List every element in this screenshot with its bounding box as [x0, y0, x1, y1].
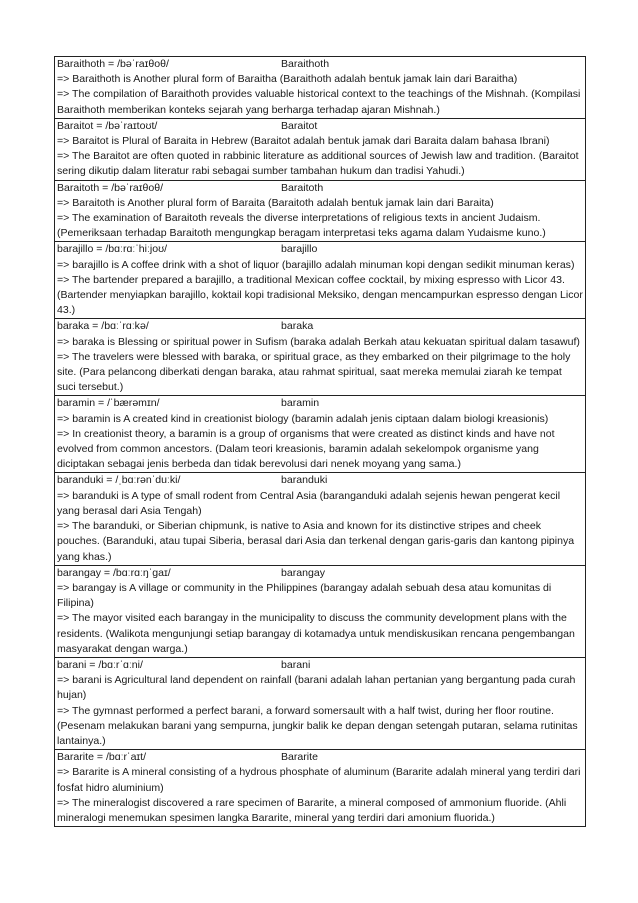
entry-example: => The travelers were blessed with baraka, or spiritual grace, as they embarked on their pilgrimage to the holy site. (Para pelancong diberkati dengan baraka, atau rahmat spiritual, saat mereka memulai ziarah ke tempat suci tersebut.) — [57, 350, 571, 394]
entry-baraka — [54, 319, 586, 396]
entry-pronunciation: baranduki = /ˌbɑːrənˈduːki/ — [57, 474, 181, 487]
entry-pronunciation: Bararite = /bɑːrˈaɪt/ — [57, 751, 147, 764]
dictionary-table — [54, 56, 586, 827]
entry-example: => The baranduki, or Siberian chipmunk, is native to Asia and known for its distinctive stripes and cheek pouches. (Baranduki, atau tupai Siberia, berasal dari Asia dan terkenal dengan garis-garis dan kantong pipinya yang khas.) — [57, 520, 575, 563]
entry-pronunciation: baramin = /ˈbærəmɪn/ — [57, 397, 160, 410]
entry-definition: => barani is Agricultural land dependent on rainfall (barani adalah lahan pertanian yang bergantung pada curah hujan) — [57, 674, 576, 702]
entry-definition: => baramin is A created kind in creationist biology (baramin adalah jenis ciptaan dalam biologi kreasionis) — [57, 412, 549, 425]
entry-word: baraka — [281, 320, 314, 333]
entry-header — [57, 750, 583, 765]
entry-header — [57, 119, 583, 134]
entry-word: Baraitoth — [281, 181, 324, 194]
entry-word: baranduki — [281, 474, 328, 487]
entry-word: Baraithoth — [281, 58, 330, 70]
entry-header — [57, 566, 583, 581]
entry-example: => The gymnast performed a perfect barani, a forward somersault with a half twist, during her floor routine. (Pesenam melakukan barani yang sempurna, jungkir balik ke depan dengan setengah putaran, selama rutinitas lantainya.) — [57, 704, 578, 747]
entry-definition: => baraka is Blessing or spiritual power in Sufism (baraka adalah Berkah atau kekuatan spiritual dalam tasawuf) — [57, 335, 580, 348]
entry-definition: => Bararite is A mineral consisting of a hydrous phosphate of aluminum (Bararite adalah mineral yang terdiri dari fosfat hidro aluminium) — [57, 766, 581, 794]
entry-example: => The mayor visited each barangay in the municipality to discuss the community development plans with the residents. (Walikota mengunjungi setiap barangay di kotamadya untuk mendiskusikan rencana pengembangan masyarakat dengan warga.) — [57, 612, 575, 655]
entry-word: barangay — [281, 566, 325, 579]
entry-word: Bararite — [281, 751, 318, 764]
entry-example: => The mineralogist discovered a rare specimen of Bararite, a mineral composed of ammonium fluoride. (Ahli mineralogi menemukan spesimen langka Bararite, mineral yang terdiri dari amonium fluorida.) — [57, 796, 567, 824]
entry-baramin — [54, 396, 586, 473]
entry-baraithoth — [54, 57, 586, 119]
entry-example: => The Baraitot are often quoted in rabbinic literature as additional sources of Jewish law and tradition. (Baraitot sering dikutip dalam literatur rabi sebagai sumber tambahan hukum dan tradisi Yahudi.) — [57, 150, 579, 178]
entry-word: barajillo — [281, 243, 318, 256]
entry-baraitoth — [54, 181, 586, 243]
entry-word: baramin — [281, 397, 320, 410]
entry-barangay — [54, 566, 586, 658]
entry-pronunciation: baraka = /bɑːˈrɑːkə/ — [57, 320, 149, 333]
entry-definition: => barangay is A village or community in the Philippines (barangay adalah sebuah desa atau komunitas di Filipina) — [57, 581, 552, 610]
entry-definition: => Baraitot is Plural of Baraita in Hebrew (Baraitot adalah bentuk jamak dari Baraita dalam bahasa Ibrani) — [57, 135, 550, 148]
entry-pronunciation: Baraitot = /bəˈraɪtoʊt/ — [57, 119, 158, 132]
entry-example: => The examination of Baraitoth reveals the diverse interpretations of religious texts in ancient Judaism. (Pemeriksaan terhadap Baraitoth mengungkap beragam interpretasi teks agama dalam Yudaisme kuno.) — [57, 212, 546, 240]
entry-header — [57, 473, 583, 488]
entry-word: barani — [281, 658, 311, 671]
entry-header — [57, 396, 583, 411]
entry-header — [57, 658, 583, 673]
entry-example: => The bartender prepared a barajillo, a traditional Mexican coffee cocktail, by mixing espresso with Licor 43. (Bartender menyiapkan barajillo, koktail kopi tradisional Meksiko, dengan mencampurkan espresso dengan Licor 43.) — [57, 273, 583, 317]
entry-pronunciation: barani = /bɑːrˈɑːni/ — [57, 658, 143, 671]
entry-barajillo — [54, 242, 586, 319]
entry-baranduki — [54, 473, 586, 565]
entry-definition: => Baraithoth is Another plural form of Baraitha (Baraithoth adalah bentuk jamak lain dari Baraitha) — [57, 73, 518, 86]
entry-pronunciation: barangay = /bɑːrɑːŋˈɡaɪ/ — [57, 566, 171, 579]
entry-example: => The compilation of Baraithoth provides valuable historical context to the teachings of the Mishnah. (Kompilasi Baraithoth memberikan konteks sejarah yang berharga terhadap ajaran Mishnah.) — [57, 88, 581, 116]
entry-word: Baraitot — [281, 119, 318, 132]
entry-header — [57, 242, 583, 257]
entry-pronunciation: barajillo = /bɑːrɑːˈhiːjoʊ/ — [57, 243, 168, 256]
entry-header — [57, 319, 583, 334]
entry-barani — [54, 658, 586, 750]
entry-baraitot — [54, 119, 586, 181]
entry-pronunciation: Baraithoth = /bəˈraɪθoθ/ — [57, 58, 169, 70]
entry-header — [57, 57, 583, 72]
entry-bararite — [54, 750, 586, 827]
entry-pronunciation: Baraitoth = /bəˈraɪθoθ/ — [57, 181, 164, 194]
entry-example: => In creationist theory, a baramin is a group of organisms that were created as distinct kinds and have not evolved from common ancestors. (Dalam teori kreasionis, baramin adalah sekelompok organisme yang diciptakan sebagai jenis berbeda dan tidak berevolusi dari nenek moyang yang sama.) — [57, 427, 555, 471]
entry-definition: => Baraitoth is Another plural form of Baraita (Baraitoth adalah bentuk jamak lain dari Baraita) — [57, 196, 494, 209]
entry-definition: => baranduki is A type of small rodent from Central Asia (baranganduki adalah sejenis hewan pengerat kecil yang berasal dari Asia Tengah) — [57, 489, 561, 517]
entry-header — [57, 181, 583, 196]
entry-definition: => barajillo is A coffee drink with a shot of liquor (barajillo adalah minuman kopi dengan sedikit minuman keras) — [57, 258, 575, 271]
